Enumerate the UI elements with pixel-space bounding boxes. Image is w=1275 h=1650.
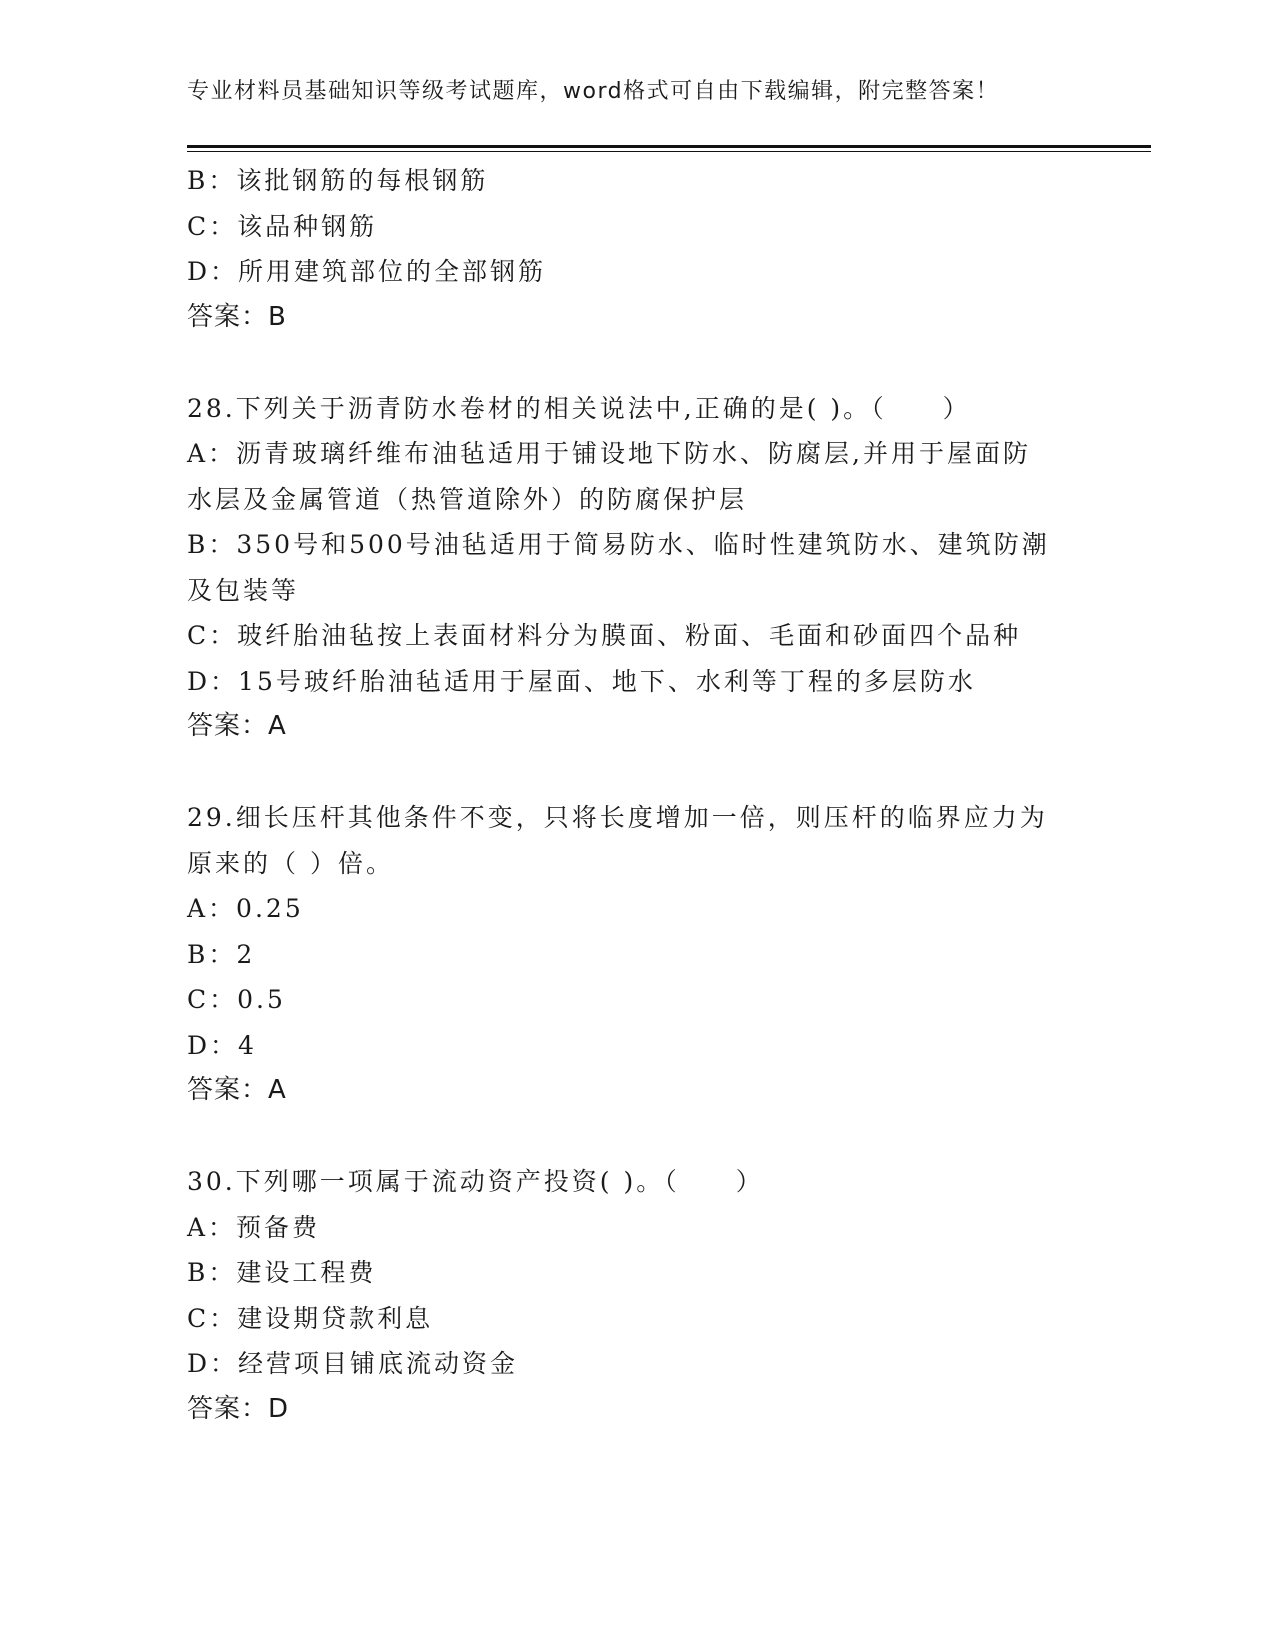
option-b: B：该批钢筋的每根钢筋 xyxy=(187,166,489,195)
answer-text: 答案：D xyxy=(187,1393,290,1424)
question-stem-line-1: 29.细长压杆其他条件不变，只将长度增加一倍，则压杆的临界应力为 xyxy=(187,803,1048,832)
option-c: C：0.5 xyxy=(187,985,286,1014)
header-divider-thin xyxy=(187,151,1151,152)
option-a-line-2: 水层及金属管道（热管道除外）的防腐保护层 xyxy=(187,484,748,514)
question-30 xyxy=(187,1159,1087,1432)
question-28 xyxy=(187,386,1087,750)
question-29 xyxy=(187,795,1087,1114)
option-d: D：4 xyxy=(187,1030,257,1060)
page-header-title: 专业材料员基础知识等级考试题库，word格式可自由下载编辑，附完整答案！ xyxy=(187,79,1000,104)
header-divider-thick xyxy=(187,145,1151,148)
option-b: B：2 xyxy=(187,939,256,969)
option-d: D：15号玻纤胎油毡适用于屋面、地下、水利等丁程的多层防水 xyxy=(187,666,976,696)
answer-text: 答案：A xyxy=(187,711,287,741)
spacer xyxy=(187,340,1087,386)
option-d: D：经营项目铺底流动资金 xyxy=(187,1349,519,1378)
option-b-line-2: 及包装等 xyxy=(187,575,300,605)
option-b-line-1: B：350号和500号油毡适用于简易防水、临时性建筑防水、建筑防潮 xyxy=(187,530,1050,559)
question-stem: 28.下列关于沥青防水卷材的相关说法中,正确的是( )。（ ） xyxy=(187,393,971,423)
question-27-tail xyxy=(187,158,1087,340)
option-a: A：0.25 xyxy=(187,894,304,923)
option-c: C：玻纤胎油毡按上表面材料分为膜面、粉面、毛面和砂面四个品种 xyxy=(187,621,1022,650)
spacer xyxy=(187,1114,1087,1160)
option-c: C：建设期贷款利息 xyxy=(187,1303,434,1333)
option-a-line-1: A：沥青玻璃纤维布油毡适用于铺设地下防水、防腐层,并用于屋面防 xyxy=(187,439,1032,468)
option-d: D：所用建筑部位的全部钢筋 xyxy=(187,257,547,286)
option-c: C：该品种钢筋 xyxy=(187,211,378,241)
question-list xyxy=(187,158,1087,1432)
option-a: A：预备费 xyxy=(187,1212,321,1242)
answer-text: 答案：A xyxy=(187,1075,287,1105)
option-b: B：建设工程费 xyxy=(187,1258,377,1287)
question-stem: 30.下列哪一项属于流动资产投资( )。（ ） xyxy=(187,1167,764,1196)
spacer xyxy=(187,750,1087,796)
question-stem-line-2: 原来的（ ）倍。 xyxy=(187,848,394,878)
answer-text: 答案：B xyxy=(187,301,287,332)
